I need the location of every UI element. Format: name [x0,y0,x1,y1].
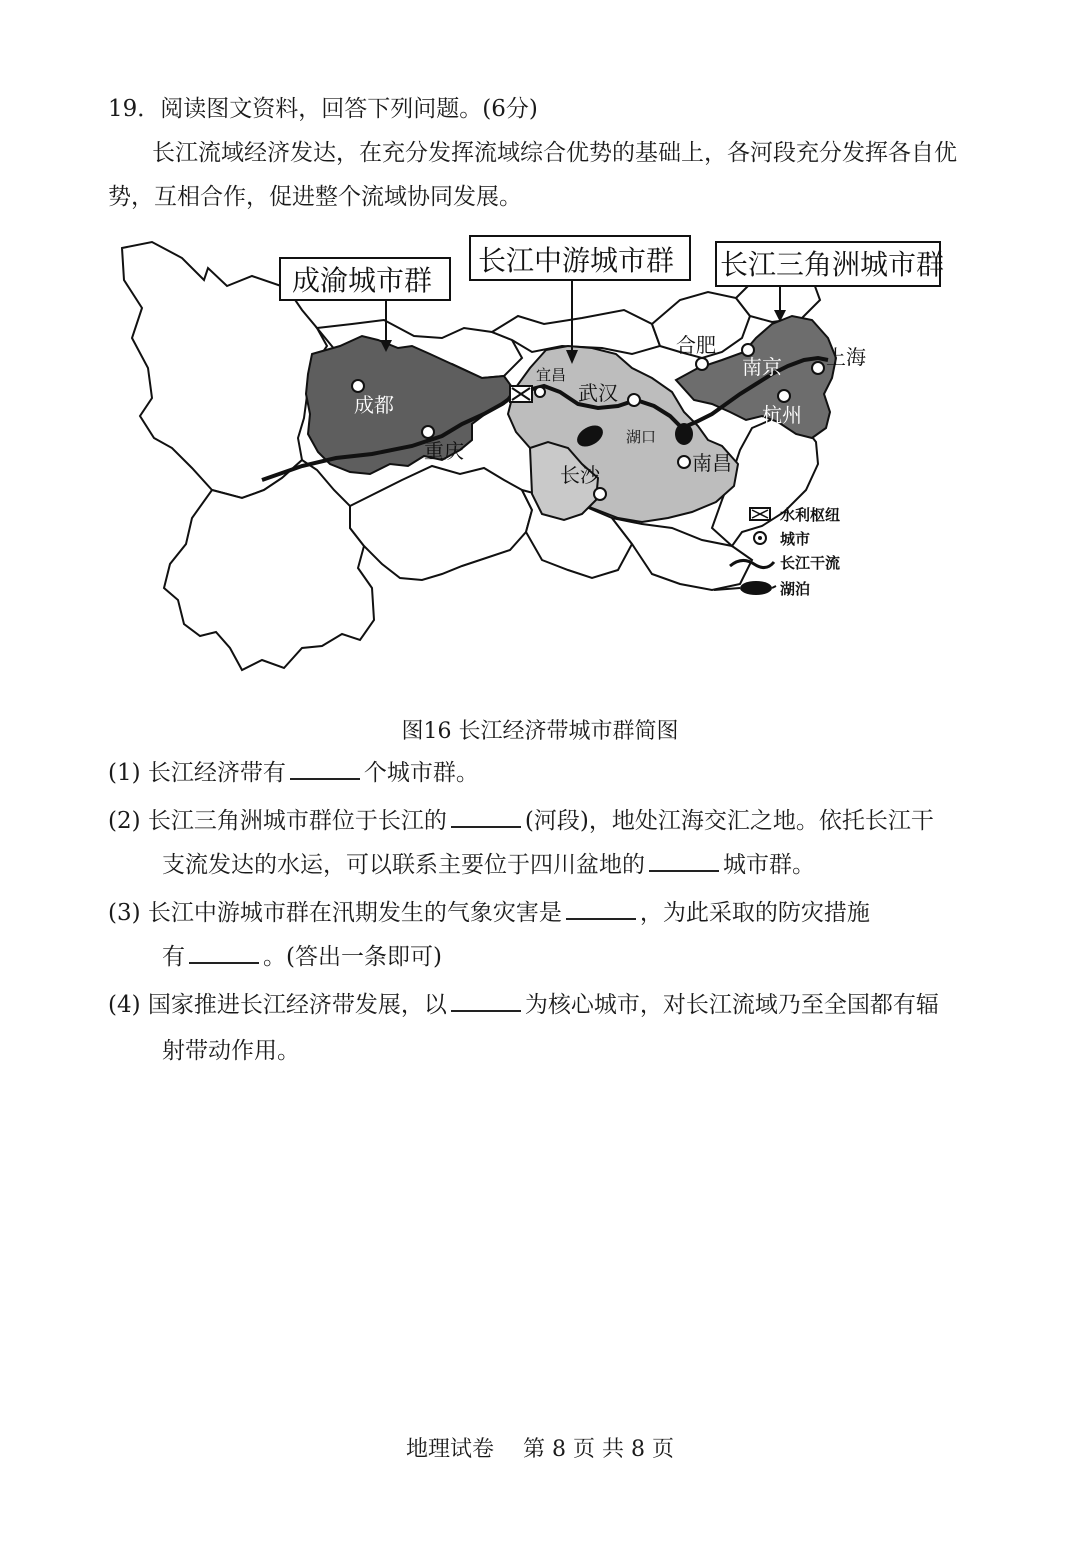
figure-caption: 图16 长江经济带城市群简图 [401,719,679,744]
city-label-yichang: 宜昌 [536,366,567,384]
q3-text-c: 有 [162,944,185,970]
q2-text-b: (河段)，地处江海交汇之地。依托长江干 [524,808,934,834]
wuhan-marker [628,394,640,406]
shanghai-marker [812,362,824,374]
q3-text-b: ，为此采取的防灾措施 [639,900,870,926]
q1-text-b: 个城市群。 [363,760,479,786]
yichang-marker [535,387,545,397]
city-label-hangzhou: 杭州 [762,403,802,427]
q2-text-c: 支流发达的水运，可以联系主要位于四川盆地的 [162,852,645,878]
group-label-middle: 长江中游城市群 [478,244,675,277]
page-footer: 地理试卷 第 8 页 共 8 页 [406,1437,674,1462]
city-label-chengdu: 成都 [354,393,394,417]
answer-blank-3a[interactable] [566,900,636,920]
sub-question-2-cont [162,852,815,880]
legend-lake: 湖泊 [780,580,811,598]
city-label-nanjing: 南京 [742,355,782,379]
question-header: 19．阅读图文资料，回答下列问题。(6分) [108,96,538,122]
city-label-chongqing: 重庆 [424,439,464,463]
q3-text-a: (3) 长江中游城市群在汛期发生的气象灾害是 [108,900,562,926]
intro-line-1: 长江流域经济发达，在充分发挥流域综合优势的基础上，各河段充分发挥各自优 [152,140,957,166]
city-label-hukou: 湖口 [626,428,657,446]
sub-question-4-cont [162,1038,300,1066]
hangzhou-marker [778,390,790,402]
sub-question-2 [108,808,934,836]
sub-question-3-cont [162,944,442,972]
q4-text-a: (4) 国家推进长江经济带发展，以 [108,992,447,1018]
yangtze-city-cluster-map [112,228,968,688]
sub-question-4 [108,992,939,1020]
group-label-yrd: 长江三角洲城市群 [720,248,945,281]
q4-text-c: 射带动作用。 [162,1038,300,1064]
sub-question-3 [108,900,870,928]
yunnan-outline [164,460,374,670]
sub-question-1 [108,760,479,788]
q2-text-d: 城市群。 [723,852,815,878]
q2-text-a: (2) 长江三角洲城市群位于长江的 [108,808,447,834]
legend-main-river: 长江干流 [780,554,841,572]
intro-line-2: 势，互相合作，促进整个流域协同发展。 [108,184,522,210]
chengdu-marker [352,380,364,392]
answer-blank-4[interactable] [451,992,521,1012]
legend-dam: 水利枢纽 [780,506,841,524]
answer-blank-1[interactable] [290,760,360,780]
chongqing-marker [422,426,434,438]
answer-blank-2a[interactable] [451,808,521,828]
city-label-wuhan: 武汉 [578,381,618,405]
q4-text-b: 为核心城市，对长江流域乃至全国都有辐 [524,992,939,1018]
nanchang-marker [678,456,690,468]
q3-text-d: 。(答出一条即可) [263,944,442,970]
city-label-hefei: 合肥 [676,333,716,357]
city-label-changsha: 长沙 [560,463,600,487]
legend-city: 城市 [780,530,811,548]
poyang-lake [675,423,693,445]
hefei-marker [696,358,708,370]
changsha-marker [594,488,606,500]
city-label-shanghai: 上海 [826,345,866,369]
answer-blank-3b[interactable] [189,944,259,964]
city-label-nanchang: 南昌 [692,451,732,475]
guizhou-outline [350,466,532,580]
group-label-chengyu: 成渝城市群 [292,264,433,297]
q1-text-a: (1) 长江经济带有 [108,760,286,786]
answer-blank-2b[interactable] [649,852,719,872]
